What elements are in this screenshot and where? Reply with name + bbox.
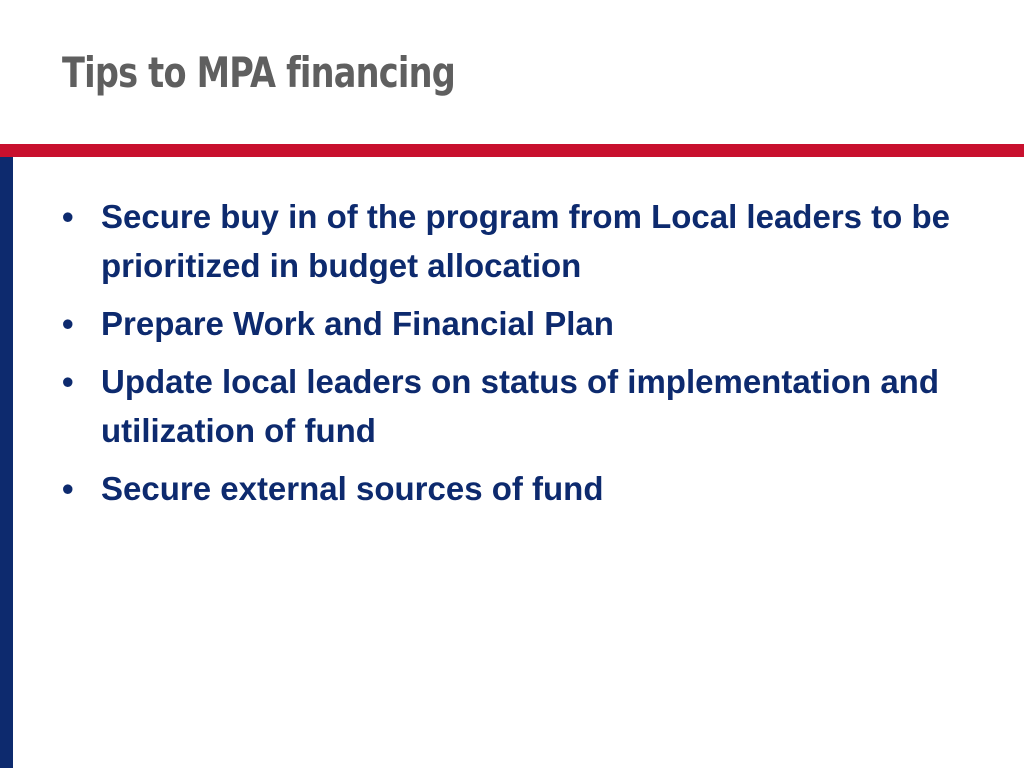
- bullet-dot-icon: •: [62, 363, 74, 400]
- title-divider-bar: [0, 144, 1024, 157]
- bullet-text: Secure buy in of the program from Local leaders to be prioritized in budget allocation: [101, 198, 951, 284]
- bullet-dot-icon: •: [62, 470, 74, 507]
- bullet-dot-icon: •: [62, 198, 74, 235]
- bullet-item: [62, 192, 982, 290]
- bullet-item: [62, 299, 982, 348]
- left-accent-bar: [0, 157, 13, 768]
- slide-title: Tips to MPA financing: [62, 48, 455, 97]
- bullet-dot-icon: •: [62, 305, 74, 342]
- bullet-text: Update local leaders on status of implementation and utilization of fund: [101, 363, 939, 449]
- bullet-text: Prepare Work and Financial Plan: [101, 305, 614, 342]
- bullet-item: [62, 357, 982, 455]
- bullet-text: Secure external sources of fund: [101, 470, 604, 507]
- bullet-item: [62, 464, 982, 513]
- bullet-list: [62, 192, 982, 522]
